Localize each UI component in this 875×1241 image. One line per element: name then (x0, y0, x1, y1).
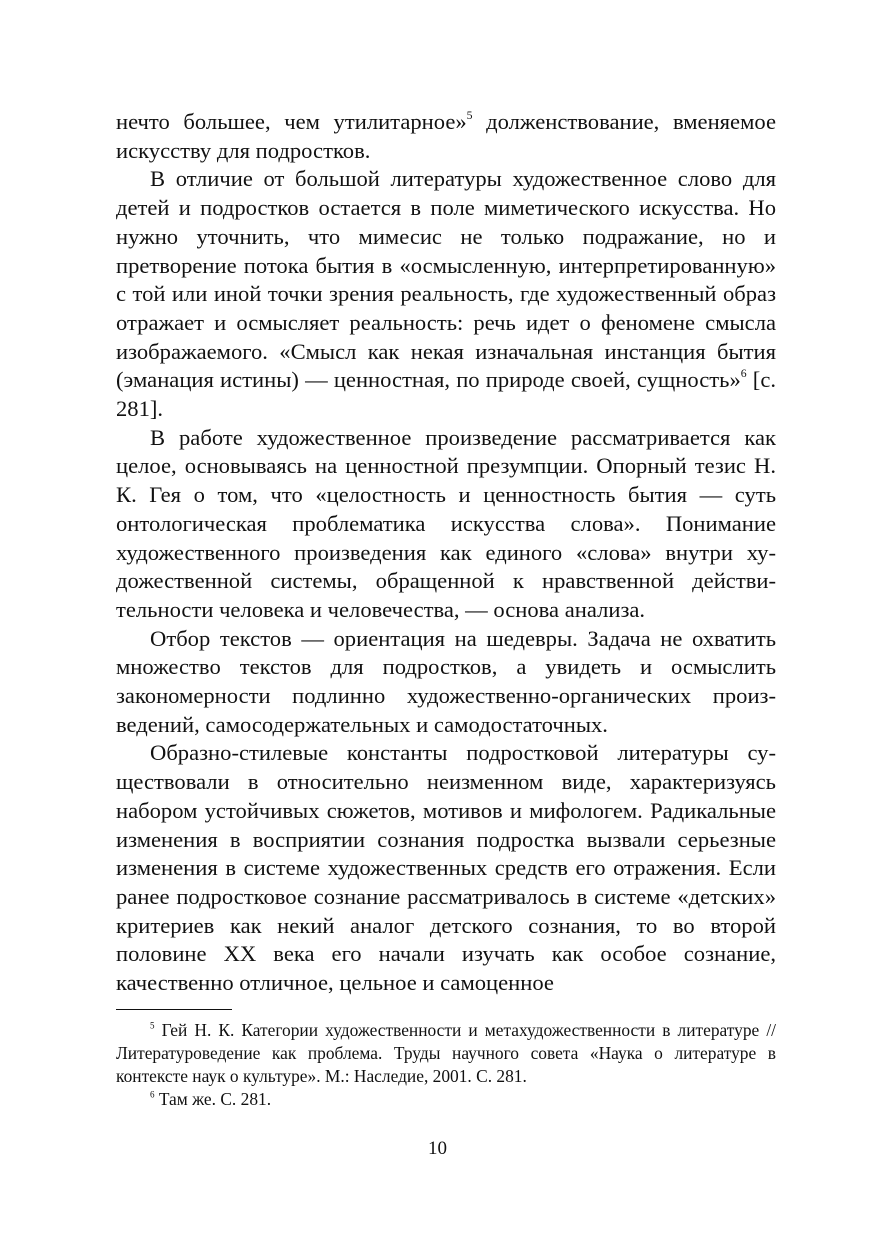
footnote-marker-5: 5 (150, 1020, 155, 1031)
footnote-ref-5[interactable]: 5 (466, 109, 473, 123)
footnote-6: $^6$ Там же. С. 281. (150, 1089, 272, 1110)
paragraph-continuation: нечто большее, чем утилитарное»$^5$ долженствование, вменяемое искусству для подростков. (116, 109, 776, 163)
paragraph-style-constants: Образно-стилевые константы подростковой литературы существовали в относительно неизменном виде, характеризуясь набором устойчивых сюжетов, мотивов и мифологем. Радикальные изменения в восприятии сознания подростка вызвали серьезные изменения в системе художественных средств его отражения. Если ранее подростковое сознание рассматривалось в системе «детских» критериев как некий аналог детского сознания, то во второй половине XX века его начали изучать как особое сознание, качественно отличное, цельное и самоценное (116, 740, 776, 996)
footnote-marker-6: 6 (150, 1089, 155, 1100)
paragraph-value-presumption: В работе художественное произведение рассматривается как целое, основываясь на ценностной презумпции. Опорный тезис Н. К. Гея о том, что «целостность и ценностность бытия — суть онтологическая проблематика искусства слова». Понимание художественного произведения как единого «слова» внутри художественной системы, обращенной к нравственной действительности человека и человечества, — основа анализа. (116, 424, 776, 622)
page-body (116, 108, 776, 1112)
page-number: 10 (428, 1138, 447, 1159)
footnote-ref-6[interactable]: 6 (740, 367, 747, 381)
footnotes (116, 1019, 776, 1112)
footnote-5: $^5$ Гей Н. К. Категории художественности и метахудожественности в литературе // Литературоведение как проблема. Труды научного совета «Наука о литературе в контексте наук о культуре». М.: Наследие, 2001. С. 281. (116, 1019, 776, 1087)
paragraph-text-selection: Отбор текстов — ориентация на шедевры. Задача не охватить множество текстов для подростков, а увидеть и осмыслить закономерности подлинно художественно-органических произведений, самосодержательных и самодостаточных. (116, 625, 776, 737)
footnote-divider (116, 1009, 232, 1010)
paragraph-mimesis: В отличие от большой литературы художественное слово для детей и подростков остается в поле миметического искусства. Но нужно уточнить, что мимесис не только подражание, но и претворение потока бытия в «осмысленную, интерпретированную» с той или иной точки зрения реальность, где художественный образ отражает и осмысляет реальность: речь идет о феномене смысла изображаемого. «Смысл как некая изначальная инстанция бытия (эманация истины) — ценностная, по природе своей, сущность»$^6$ [с. 281]. (116, 166, 776, 422)
main-text (116, 108, 776, 998)
